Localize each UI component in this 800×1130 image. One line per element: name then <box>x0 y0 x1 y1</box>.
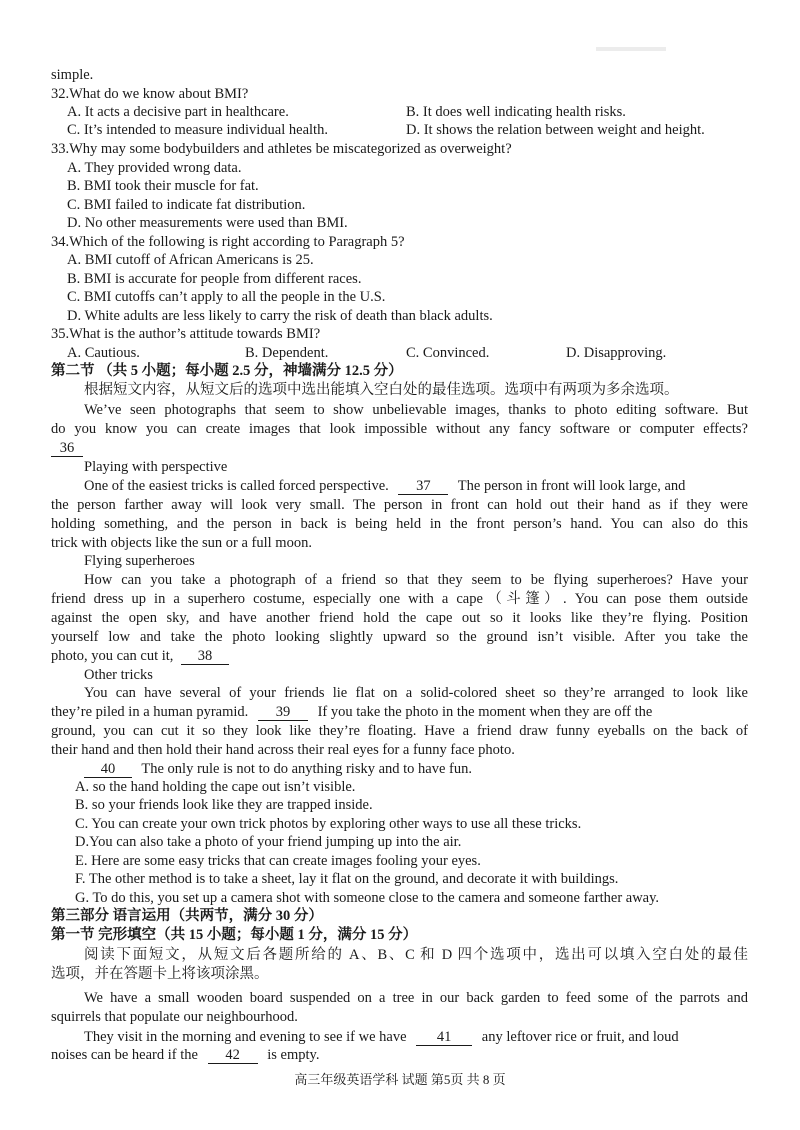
question-34-option-c: C. BMI cutoffs can’t apply to all the people in the U.S. <box>67 289 386 305</box>
cloze-instruction-line-1: 阅读下面短文，从短文后各题所给的 A、B、C 和 D 四个选项中，选出可以填入空白处的最佳 <box>84 947 748 963</box>
cloze-para-2-line-1 <box>84 1028 679 1047</box>
passage-para-2-line-4: trick with objects like the sun or a full moon. <box>51 535 312 551</box>
subheading-superheroes: Flying superheroes <box>84 553 195 569</box>
question-35-option-a: A. Cautious. <box>67 345 140 361</box>
question-35-stem: 35.What is the author’s attitude towards BMI? <box>51 326 321 342</box>
para-2-text-start: One of the easiest tricks is called forced perspective. <box>84 478 389 494</box>
option-c: C. You can create your own trick photos by exploring other ways to use all these tricks. <box>75 816 582 832</box>
subheading-other-tricks: Other tricks <box>84 667 153 683</box>
cloze-instruction-line-2: 选项，并在答题卡上将该项涂黑。 <box>51 966 269 982</box>
passage-para-1-line-1: We’ve seen photographs that seem to show unbelievable images, thanks to photo editing software. But <box>84 402 748 418</box>
blank-38: 38 <box>181 648 229 665</box>
passage-para-5-line-1 <box>84 760 472 779</box>
passage-para-4-line-2 <box>51 703 652 722</box>
para-2-text-end: The person in front will look large, and <box>457 478 686 494</box>
passage-para-4-line-4: their hand and then hold their hand across their real eyes for a funny face photo. <box>51 742 515 758</box>
passage-para-2-line-1 <box>84 477 685 496</box>
option-g: G. To do this, you set up a camera shot with someone close to the camera and someone farther away. <box>75 890 660 906</box>
passage-para-2-line-3: holding something, and the person in back is being held in the front person’s hand. You can also do this <box>51 516 748 532</box>
cloze-para-1-line-2: squirrels that populate our neighbourhood. <box>51 1009 298 1025</box>
question-32-option-a: A. It acts a decisive part in healthcare. <box>67 104 289 120</box>
question-33-option-b: B. BMI took their muscle for fat. <box>67 178 259 194</box>
cloze-para-2-line-2 <box>51 1046 319 1065</box>
cloze-para-2-line-2-start: noises can be heard if the <box>51 1047 198 1063</box>
cloze-para-2-text-start: They visit in the morning and evening to see if we have <box>84 1029 407 1045</box>
question-32-option-c: C. It’s intended to measure individual health. <box>67 122 328 138</box>
section-2-instruction: 根据短文内容，从短文后的选项中选出能填入空白处的最佳选项。选项中有两项为多余选项。 <box>84 382 679 398</box>
passage-para-4-line-1: You can have several of your friends lie flat on a solid-colored sheet so they’re arranged to look like <box>84 685 748 701</box>
question-33-option-c: C. BMI failed to indicate fat distribution. <box>67 197 306 213</box>
blank-37: 37 <box>398 478 448 495</box>
question-35-option-c: C. Convinced. <box>406 345 490 361</box>
passage-para-3-line-5 <box>51 647 229 666</box>
part-3-heading: 第三部分 语言运用（共两节，满分 30 分） <box>51 908 323 924</box>
cloze-para-2-line-2-end: is empty. <box>267 1047 320 1063</box>
para-4-text-start: they’re piled in a human pyramid. <box>51 704 249 720</box>
question-33-stem: 33.Why may some bodybuilders and athletes be miscategorized as overweight? <box>51 141 512 157</box>
blank-36-number: 36 <box>51 440 83 457</box>
blank-41: 41 <box>416 1029 472 1046</box>
para-4-text-end: If you take the photo in the moment when they are off the <box>317 704 653 720</box>
section-2-heading: 第二节 （共 5 小题；每小题 2.5 分，神墙满分 12.5 分） <box>51 363 403 379</box>
question-34-option-d: D. White adults are less likely to carry the risk of death than black adults. <box>67 308 493 324</box>
passage-para-3-line-2: friend dress up in a superhero costume, especially one with a cape（斗篷）. You can pose them outside <box>51 591 748 607</box>
question-33-option-d: D. No other measurements were used than BMI. <box>67 215 348 231</box>
cloze-para-1-line-1: We have a small wooden board suspended on a tree in our back garden to feed some of the parrots and <box>84 990 748 1006</box>
page-footer: 高三年级英语学科 试题 第5页 共 8 页 <box>294 1072 506 1087</box>
question-35-option-d: D. Disapproving. <box>566 345 667 361</box>
question-34-option-a: A. BMI cutoff of African Americans is 25. <box>67 252 314 268</box>
option-b: B. so your friends look like they are trapped inside. <box>75 797 373 813</box>
option-e: E. Here are some easy tricks that can create images fooling your eyes. <box>75 853 481 869</box>
subheading-perspective: Playing with perspective <box>84 459 228 475</box>
part-3-section-1-heading: 第一节 完形填空（共 15 小题；每小题 1 分，满分 15 分） <box>51 927 418 943</box>
blank-39: 39 <box>258 704 308 721</box>
passage-para-3-line-3: against the open sky, and have another friend hold the cape out so it looks like they’re flying. Position <box>51 610 748 626</box>
blank-40: 40 <box>84 761 132 778</box>
question-34-stem: 34.Which of the following is right according to Paragraph 5? <box>51 234 405 250</box>
para-3-text: photo, you can cut it, <box>51 648 174 664</box>
question-32-stem: 32.What do we know about BMI? <box>51 86 249 102</box>
previous-option-tail: simple. <box>51 67 94 83</box>
scan-smudge <box>596 47 666 51</box>
passage-para-3-line-4: yourself low and take the photo looking slightly upward so the ground isn’t visible. After you take the <box>51 629 748 645</box>
passage-para-3-line-1: How can you take a photograph of a friend so that they seem to be flying superheroes? Have your <box>84 572 748 588</box>
option-a: A. so the hand holding the cape out isn’t visible. <box>75 779 356 795</box>
question-32-option-d: D. It shows the relation between weight and height. <box>406 122 705 138</box>
cloze-para-2-text-end: any leftover rice or fruit, and loud <box>481 1029 679 1045</box>
option-d: D.You can also take a photo of your friend jumping up into the air. <box>75 834 462 850</box>
passage-para-1-line-2: do you know you can create images that look impossible without any fancy software or computer effects? <box>51 421 748 437</box>
blank-36 <box>51 439 83 458</box>
question-32-option-b: B. It does well indicating health risks. <box>406 104 626 120</box>
blank-42: 42 <box>208 1047 258 1064</box>
question-33-option-a: A. They provided wrong data. <box>67 160 242 176</box>
question-35-option-b: B. Dependent. <box>245 345 329 361</box>
passage-para-4-line-3: ground, you can cut it so they look like they’re floating. Have a friend draw funny eyeballs on the back of <box>51 723 748 739</box>
para-5-text: The only rule is not to do anything risky and to have fun. <box>141 761 473 777</box>
question-34-option-b: B. BMI is accurate for people from different races. <box>67 271 362 287</box>
passage-para-2-line-2: the person farther away will look very small. The person in front can hold out their hand as if they were <box>51 497 748 513</box>
option-f: F. The other method is to take a sheet, lay it flat on the ground, and decorate it with buildings. <box>75 871 619 887</box>
